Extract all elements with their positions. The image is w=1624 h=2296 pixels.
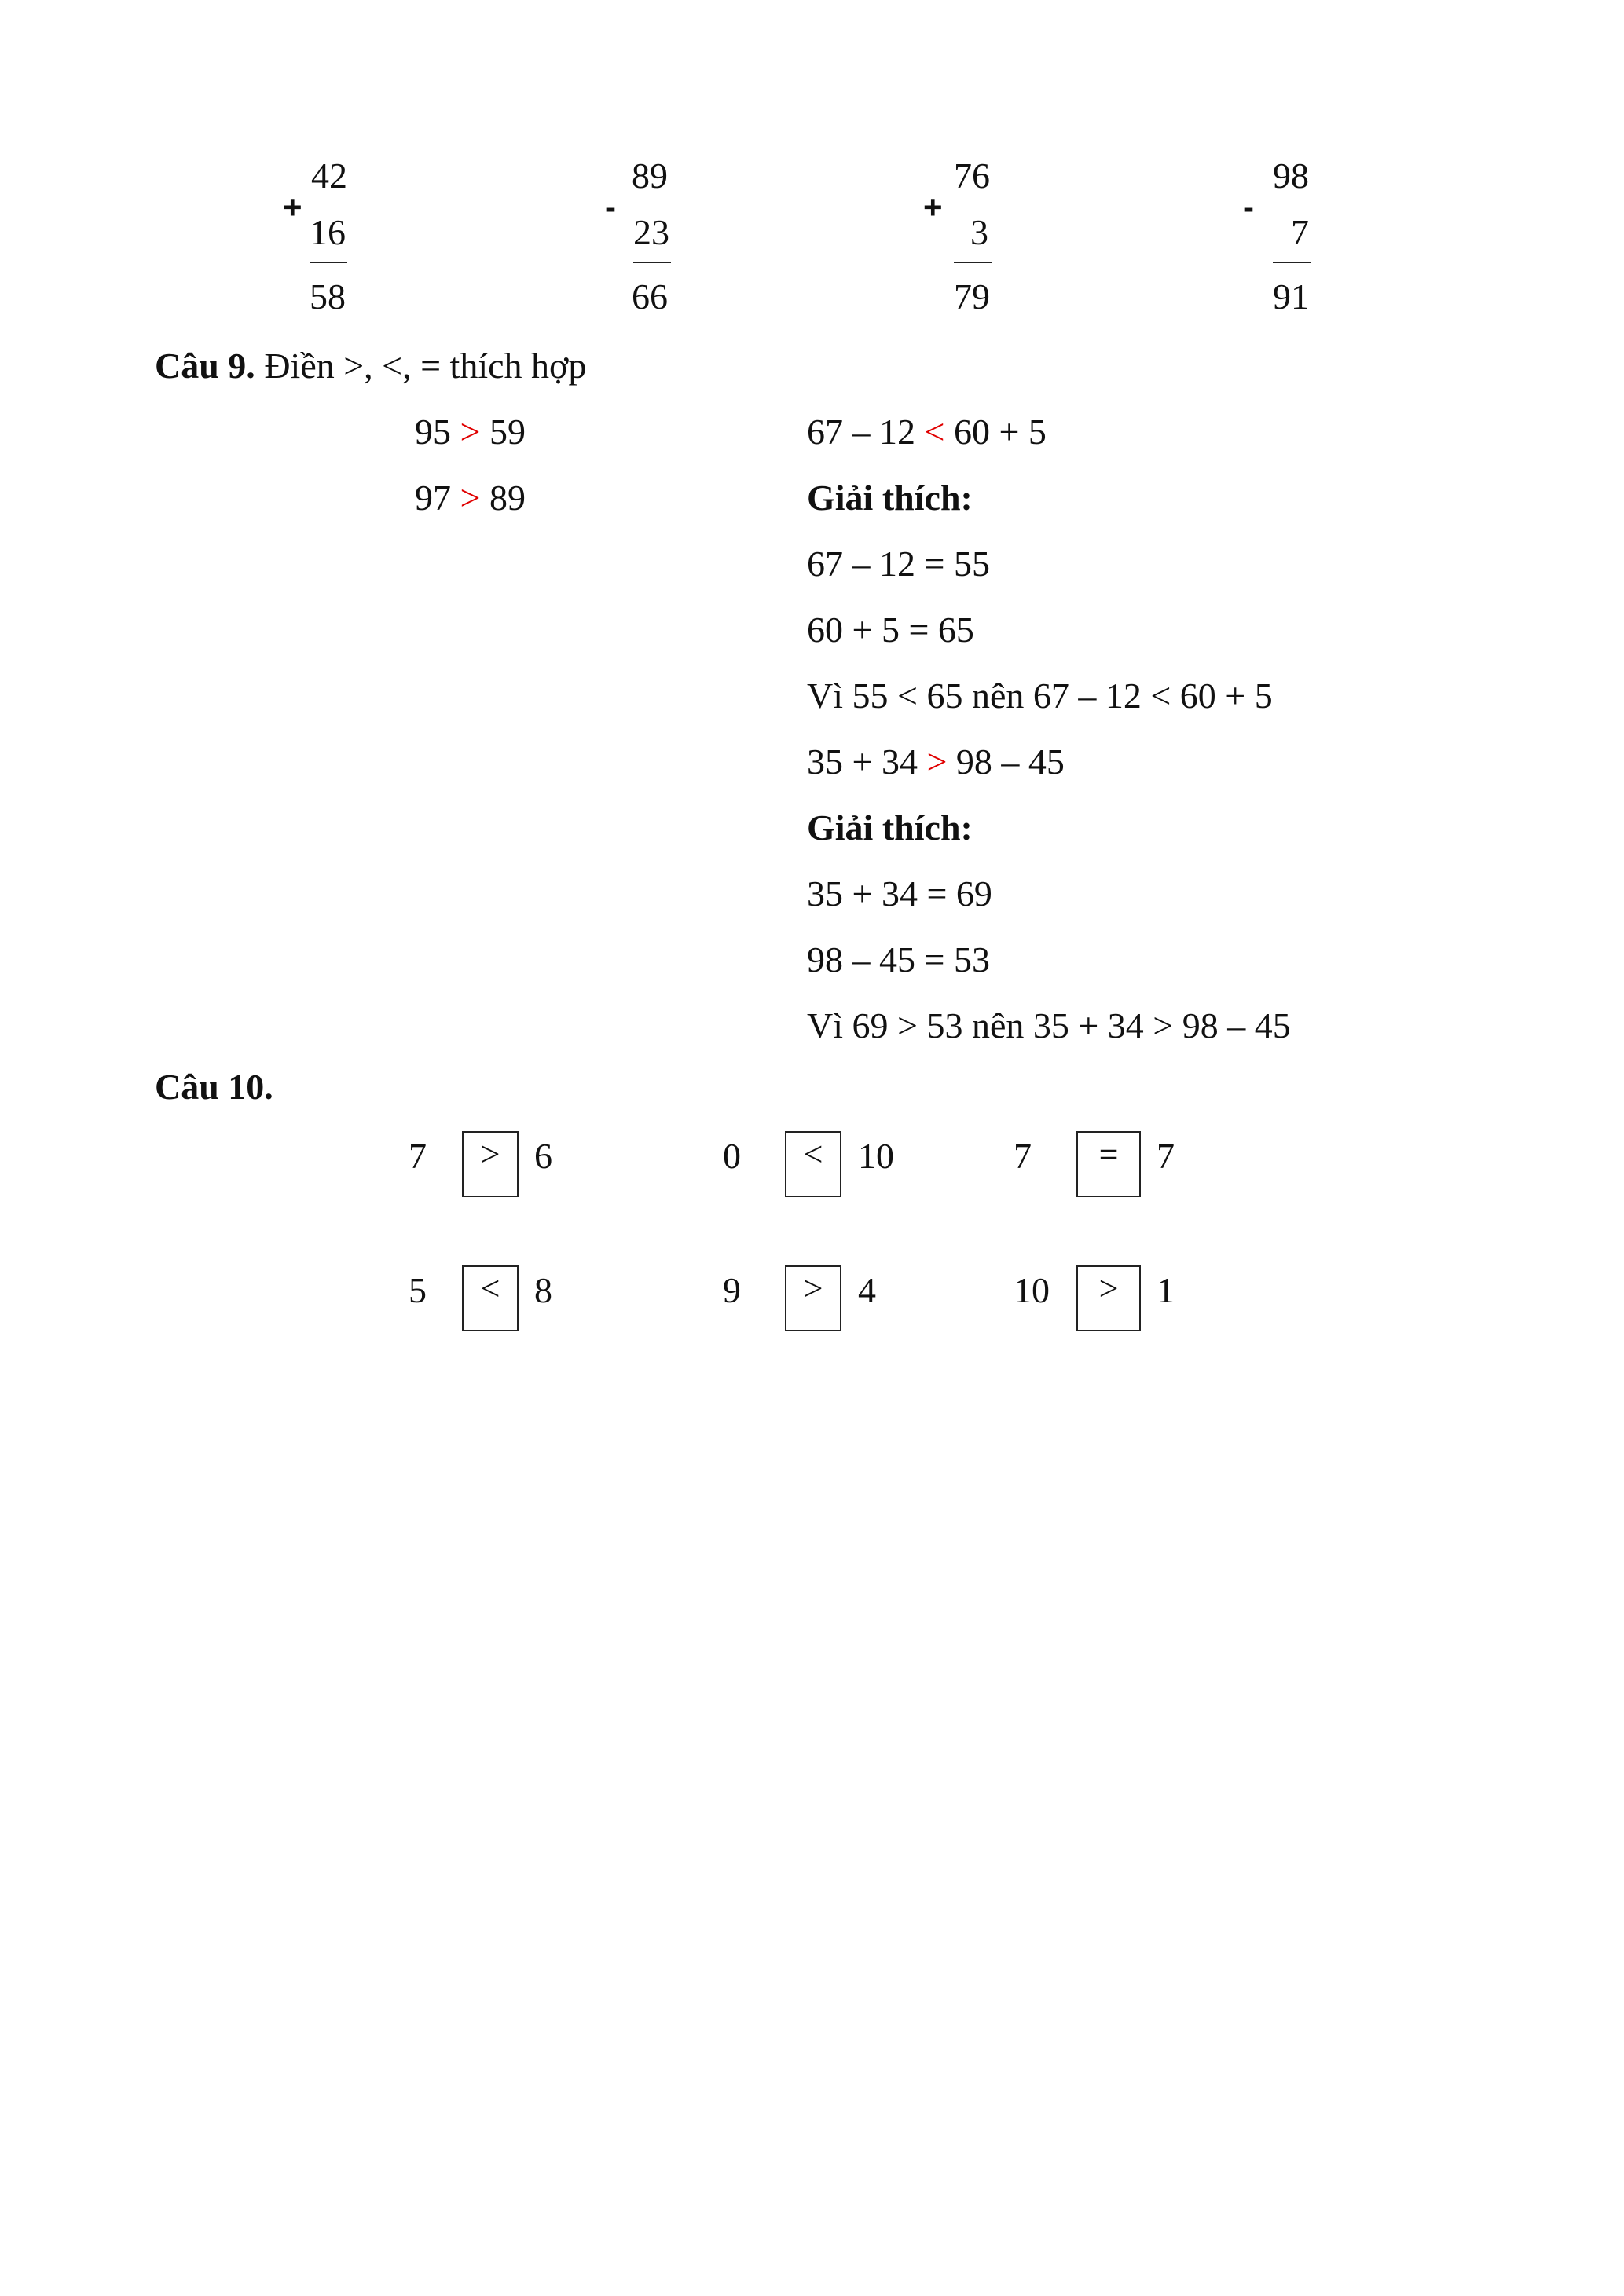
explanation-line: 67 – 12 = 55 xyxy=(807,544,990,584)
right-number: 7 xyxy=(1157,1136,1175,1176)
operand-bottom: 23 xyxy=(633,212,669,252)
answer-box xyxy=(1076,1265,1141,1331)
left-value: 95 xyxy=(415,412,460,452)
comparison-sign: > xyxy=(480,1135,500,1174)
left-value: 97 xyxy=(415,478,460,518)
left-number: 7 xyxy=(409,1136,427,1176)
question-text: Điền >, <, = thích hợp xyxy=(255,346,587,386)
calc-divider xyxy=(310,262,347,263)
right-number: 1 xyxy=(1157,1270,1175,1310)
comparison-sign: < xyxy=(924,412,945,452)
right-number: 8 xyxy=(534,1270,552,1310)
operand-top: 98 xyxy=(1273,156,1309,196)
operator-sign: + xyxy=(283,189,302,225)
calc-result: 91 xyxy=(1273,276,1309,317)
answer-box xyxy=(462,1131,519,1197)
comparison-sign: > xyxy=(803,1269,823,1308)
left-number: 0 xyxy=(723,1136,741,1176)
explanation-label: Giải thích: xyxy=(807,478,973,518)
explanation-line: Vì 69 > 53 nên 35 + 34 > 98 – 45 xyxy=(807,1005,1291,1045)
comparison-line xyxy=(415,412,526,452)
question-label: Câu 9. xyxy=(155,346,255,386)
right-value: 59 xyxy=(480,412,526,452)
right-number: 10 xyxy=(858,1136,894,1176)
answer-box xyxy=(462,1265,519,1331)
operand-top: 89 xyxy=(632,156,668,196)
operand-bottom: 16 xyxy=(310,212,346,252)
operand-bottom: 3 xyxy=(970,212,988,252)
comparison-sign: > xyxy=(926,742,948,782)
explanation-line: Vì 55 < 65 nên 67 – 12 < 60 + 5 xyxy=(807,676,1273,716)
left-number: 5 xyxy=(409,1270,427,1310)
operator-sign: - xyxy=(1243,189,1254,225)
comparison-line xyxy=(415,478,526,518)
comparison-sign: > xyxy=(1098,1269,1119,1308)
calc-result: 79 xyxy=(954,276,990,317)
left-expression: 67 – 12 xyxy=(807,412,925,452)
explanation-line: 98 – 45 = 53 xyxy=(807,939,990,980)
operator-sign: + xyxy=(923,189,943,225)
comparison-sign: = xyxy=(1098,1135,1119,1174)
calc-result: 58 xyxy=(310,276,346,317)
right-number: 4 xyxy=(858,1270,876,1310)
question-10-heading: Câu 10. xyxy=(155,1067,273,1107)
comparison-sign: < xyxy=(480,1269,500,1308)
calc-divider xyxy=(633,262,671,263)
left-number: 7 xyxy=(1014,1136,1032,1176)
operand-top: 42 xyxy=(311,156,347,196)
left-expression: 35 + 34 xyxy=(807,742,927,782)
comparison-sign: > xyxy=(460,478,481,518)
explanation-line: 60 + 5 = 65 xyxy=(807,610,974,650)
calc-divider xyxy=(1273,262,1311,263)
right-number: 6 xyxy=(534,1136,552,1176)
explanation-line: 35 + 34 = 69 xyxy=(807,873,992,914)
answer-box xyxy=(1076,1131,1141,1197)
operand-top: 76 xyxy=(954,156,990,196)
right-value: 89 xyxy=(480,478,526,518)
question-9-heading xyxy=(155,346,586,386)
comparison-sign: < xyxy=(803,1135,823,1174)
calc-divider xyxy=(954,262,992,263)
explanation-label: Giải thích: xyxy=(807,807,973,848)
comparison-sign: > xyxy=(460,412,481,452)
operator-sign: - xyxy=(605,189,616,225)
comparison-line xyxy=(807,742,1065,782)
right-expression: 60 + 5 xyxy=(944,412,1047,452)
left-number: 10 xyxy=(1014,1270,1050,1310)
calc-result: 66 xyxy=(632,276,668,317)
answer-box xyxy=(785,1265,841,1331)
operand-bottom: 7 xyxy=(1291,212,1309,252)
comparison-line xyxy=(807,412,1047,452)
right-expression: 98 – 45 xyxy=(947,742,1065,782)
left-number: 9 xyxy=(723,1270,741,1310)
answer-box xyxy=(785,1131,841,1197)
